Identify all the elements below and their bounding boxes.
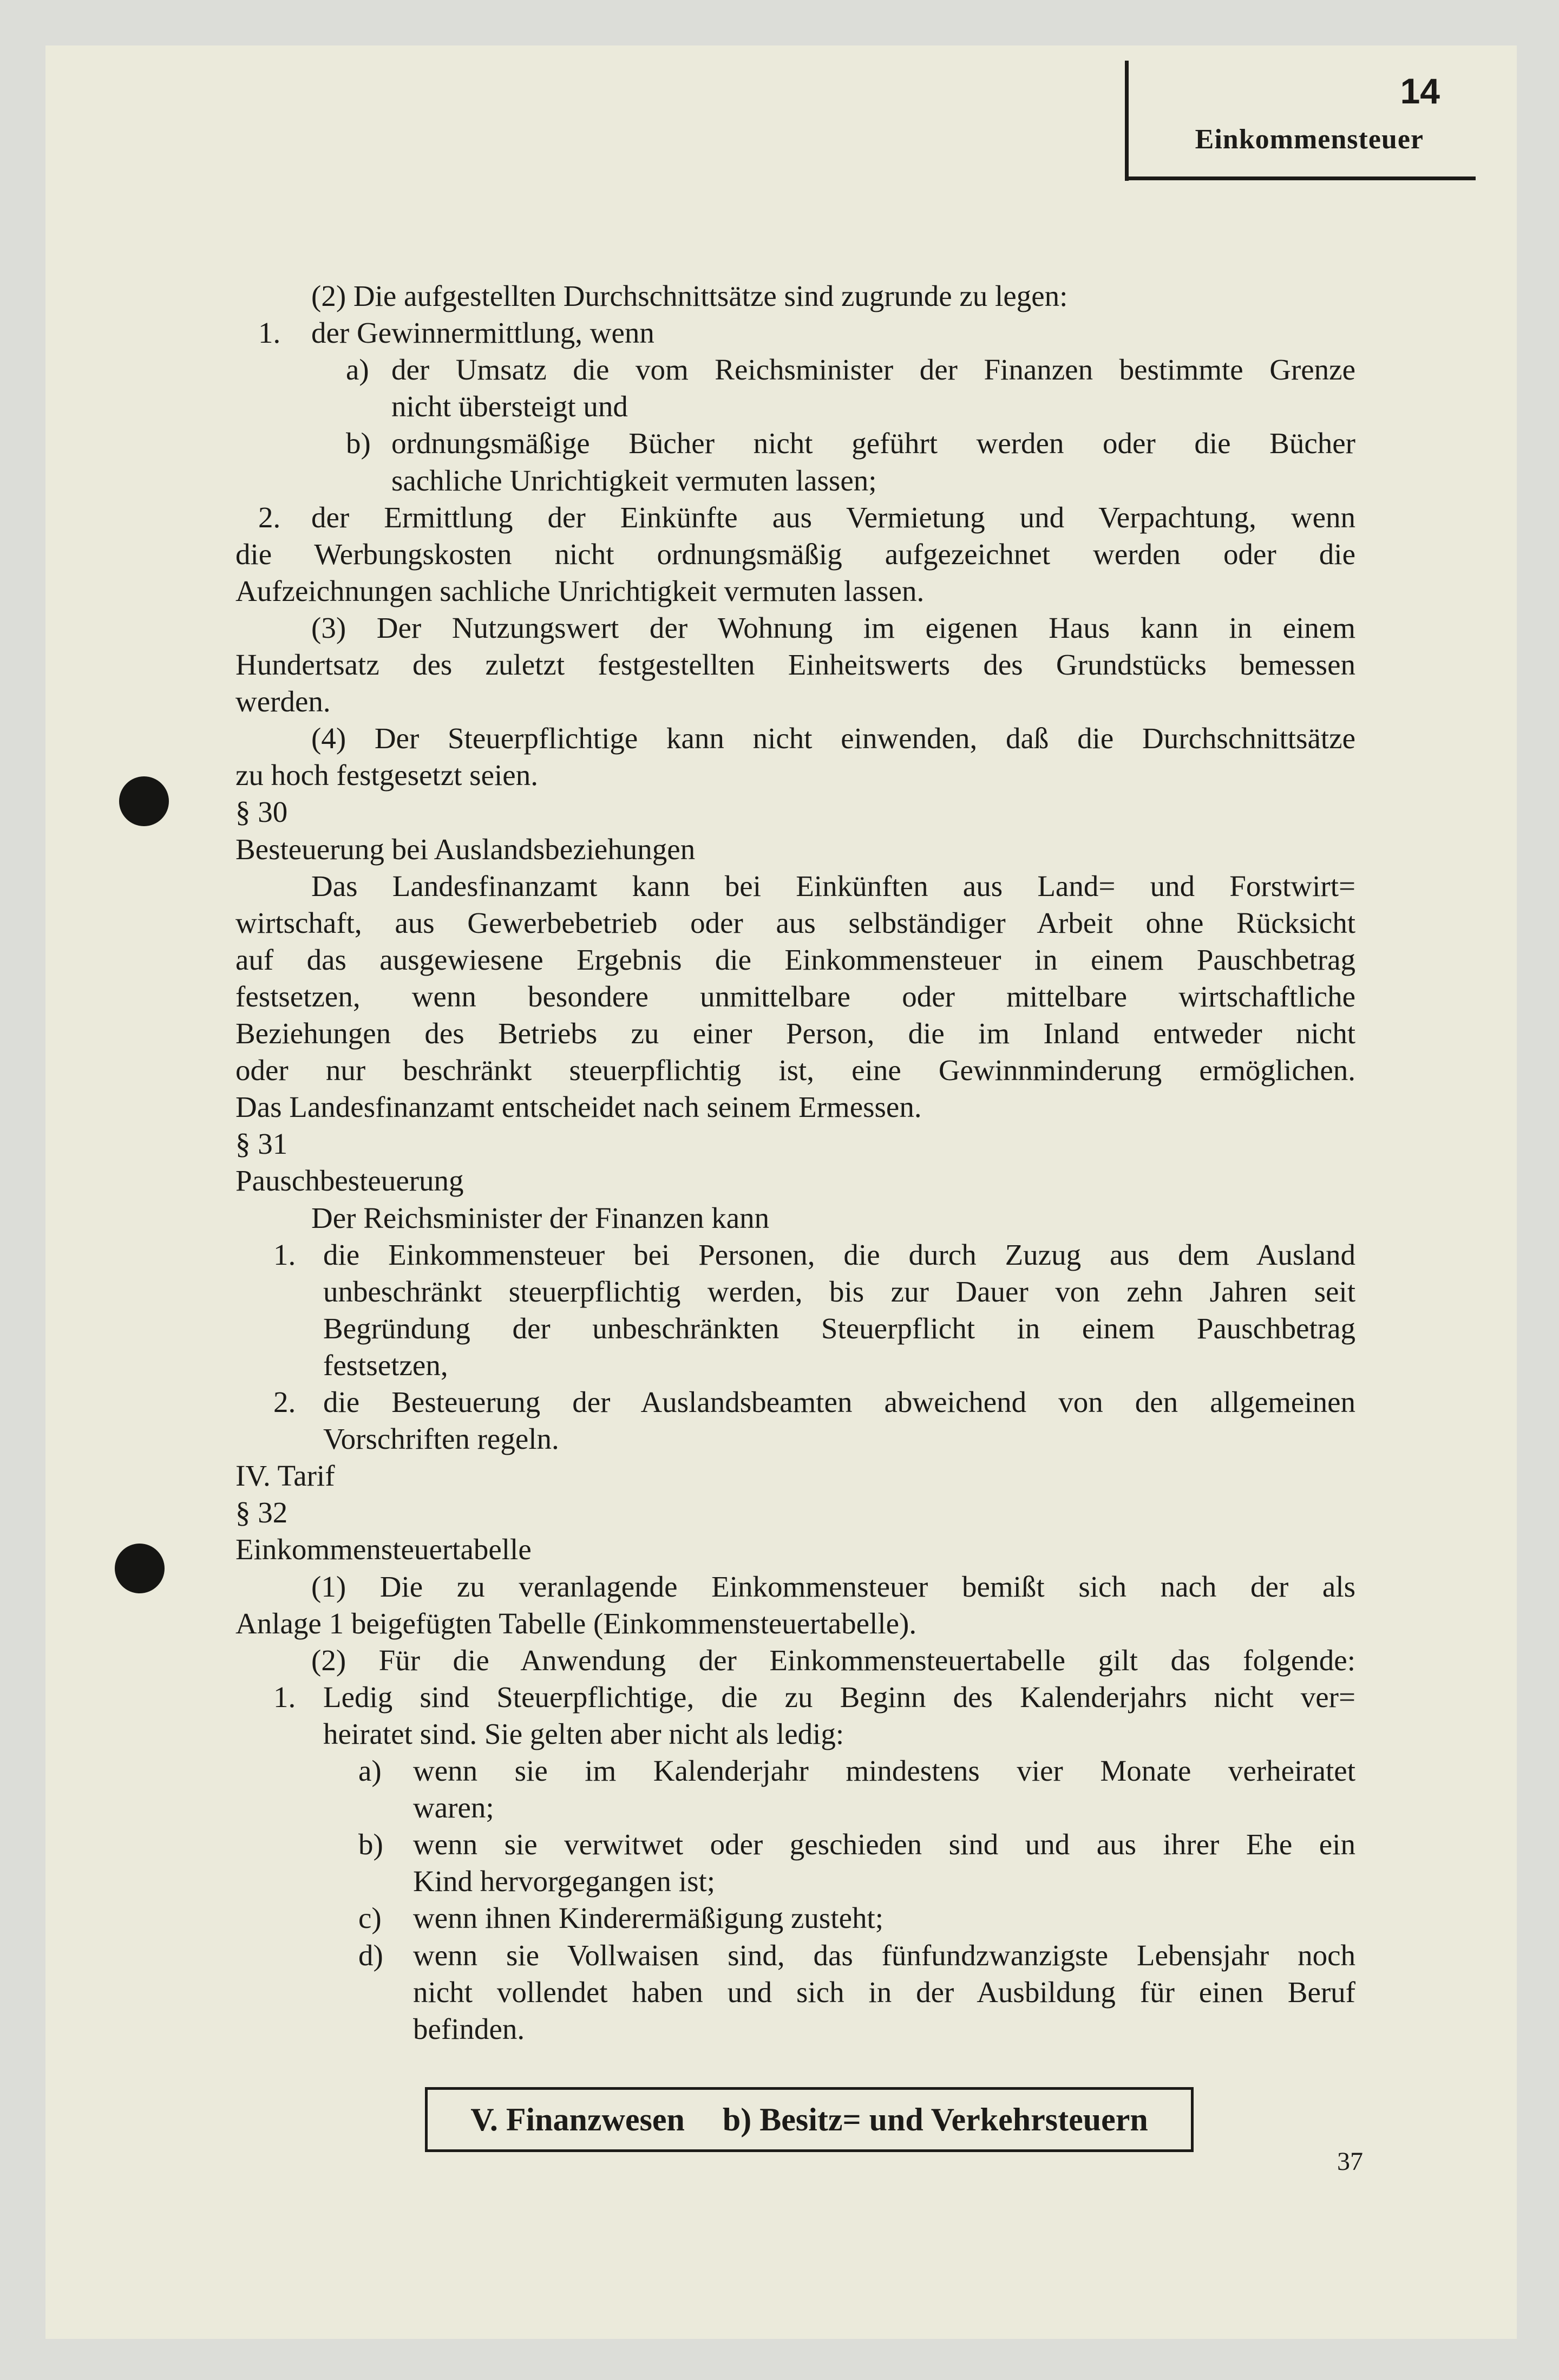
text-line (273, 1679, 1355, 1716)
line-text: (1) Die zu veranlagende Einkommensteuer bemißt sich nach der als (311, 1570, 1355, 1603)
line-text: IV. Tarif (235, 1459, 335, 1493)
line-text: zu hoch festgesetzt seien. (235, 759, 538, 792)
list-marker: d) (358, 1938, 383, 1972)
text-line (358, 1753, 1355, 1789)
line-text: Einkommensteuertabelle (235, 1533, 532, 1566)
line-text: der Gewinnermittlung, wenn (311, 316, 654, 350)
line-text: festsetzen, wenn besondere unmittelbare oder mittelbare wirtschaftliche (235, 979, 1355, 1013)
footer-category: V. Finanzwesen (470, 2101, 685, 2137)
text-line (235, 646, 1355, 683)
text-line (413, 2011, 1355, 2048)
section-title: Einkommensteuer (1195, 124, 1424, 155)
line-text: Beziehungen des Betriebs zu einer Person, die im Inland entweder nicht (235, 1017, 1355, 1050)
text-line (391, 388, 1355, 425)
text-line (358, 1937, 1355, 1974)
line-text: (2) Für die Anwendung der Einkommensteuertabelle gilt das folgende: (311, 1643, 1355, 1677)
text-line (311, 720, 1355, 757)
line-text: Das Landesfinanzamt kann bei Einkünften aus Land= und Forstwirt= (311, 869, 1355, 903)
text-line (235, 978, 1355, 1015)
line-text: die Einkommensteuer bei Personen, die durch Zuzug aus dem Ausland (323, 1238, 1355, 1271)
line-text: Begründung der unbeschränkten Steuerpflicht in einem Pauschbetrag (323, 1311, 1355, 1345)
list-marker: a) (358, 1754, 382, 1787)
line-text: wenn sie im Kalenderjahr mindestens vier Monate verheiratet (413, 1754, 1355, 1787)
line-text: Das Landesfinanzamt entscheidet nach seinem Ermessen. (235, 1090, 922, 1124)
page-number: 37 (1337, 2147, 1363, 2176)
section-number: 14 (1400, 71, 1440, 111)
text-line (235, 905, 1355, 941)
list-marker: 1. (258, 316, 281, 350)
list-marker: b) (346, 427, 371, 460)
header-divider-horizontal (1125, 176, 1476, 180)
line-text: Anlage 1 beigefügten Tabelle (Einkommensteuertabelle). (235, 1606, 917, 1640)
text-line (346, 351, 1355, 388)
line-text: wirtschaft, aus Gewerbebetrieb oder aus selbständiger Arbeit ohne Rücksicht (235, 906, 1355, 939)
text-line (413, 1863, 1355, 1900)
text-line (323, 1421, 1355, 1457)
list-marker: 2. (273, 1385, 296, 1418)
line-text: unbeschränkt steuerpflichtig werden, bis zur Dauer von zehn Jahren seit (323, 1274, 1355, 1308)
line-text: festsetzen, (323, 1348, 448, 1382)
line-text: Vorschriften regeln. (323, 1422, 559, 1456)
text-line (358, 1826, 1355, 1863)
line-text: (2) Die aufgestellten Durchschnittsätze sind zugrunde zu legen: (311, 279, 1068, 312)
footer-subcategory: b) Besitz= und Verkehrsteuern (722, 2101, 1148, 2137)
text-line (311, 610, 1355, 646)
text-line (413, 1974, 1355, 2011)
text-line (391, 462, 1355, 499)
text-line (258, 315, 1355, 351)
list-marker: b) (358, 1828, 383, 1861)
section-heading (235, 794, 1355, 831)
text-line (235, 536, 1355, 573)
line-text: Der Reichsminister der Finanzen kann (311, 1201, 770, 1234)
list-marker: 1. (273, 1680, 296, 1714)
line-text: heiratet sind. Sie gelten aber nicht als ledig: (323, 1717, 844, 1750)
text-line (311, 278, 1355, 315)
section-heading (235, 1126, 1355, 1162)
text-line (323, 1273, 1355, 1310)
text-line (323, 1347, 1355, 1384)
line-text: ordnungsmäßige Bücher nicht geführt werden oder die Bücher (391, 427, 1355, 460)
text-line (323, 1716, 1355, 1753)
text-line (235, 941, 1355, 978)
section-heading (235, 1531, 1355, 1568)
line-text: Hundertsatz des zuletzt festgestellten Einheitswerts des Grundstücks bemessen (235, 648, 1355, 681)
text-line (273, 1384, 1355, 1421)
line-text: die Werbungskosten nicht ordnungsmäßig aufgezeichnet werden oder die (235, 537, 1355, 571)
text-line (235, 1052, 1355, 1089)
text-line (323, 1310, 1355, 1347)
text-line (273, 1237, 1355, 1273)
line-text: (4) Der Steuerpflichtige kann nicht einwenden, daß die Durchschnittsätze (311, 722, 1355, 755)
text-line (311, 868, 1355, 905)
line-text: § 32 (235, 1496, 288, 1529)
header-divider-vertical (1125, 61, 1129, 181)
line-text: nicht vollendet haben und sich in der Ausbildung für einen Beruf (413, 1975, 1355, 2009)
section-heading (235, 1457, 1355, 1494)
line-text: der Ermittlung der Einkünfte aus Vermietung und Verpachtung, wenn (311, 500, 1355, 534)
line-text: sachliche Unrichtigkeit vermuten lassen; (391, 463, 877, 497)
list-marker: a) (346, 353, 369, 387)
line-text: oder nur beschränkt steuerpflichtig ist, eine Gewinnminderung ermöglichen. (235, 1054, 1355, 1087)
section-heading (235, 1494, 1355, 1531)
list-marker: 2. (258, 500, 281, 534)
text-line (258, 499, 1355, 536)
line-text: § 30 (235, 795, 288, 829)
text-line (235, 1015, 1355, 1052)
text-line (413, 1789, 1355, 1826)
text-line (235, 683, 1355, 720)
line-text: wenn sie Vollwaisen sind, das fünfundzwanzigste Lebensjahr noch (413, 1938, 1355, 1972)
line-text: der Umsatz die vom Reichsminister der Finanzen bestimmte Grenze (391, 353, 1355, 387)
line-text: § 31 (235, 1127, 288, 1161)
footer-category-box (425, 2087, 1194, 2152)
punch-hole (119, 776, 169, 826)
section-heading (235, 1162, 1355, 1199)
text-line (311, 1642, 1355, 1679)
text-line (235, 573, 1355, 610)
text-line (311, 1200, 1355, 1237)
line-text: werden. (235, 685, 331, 718)
section-heading (235, 831, 1355, 868)
line-text: Kind hervorgegangen ist; (413, 1865, 716, 1898)
list-marker: 1. (273, 1238, 296, 1271)
text-line (311, 1568, 1355, 1605)
text-line (346, 425, 1355, 462)
line-text: nicht übersteigt und (391, 390, 628, 423)
line-text: auf das ausgewiesene Ergebnis die Einkommensteuer in einem Pauschbetrag (235, 943, 1355, 976)
line-text: wenn sie verwitwet oder geschieden sind und aus ihrer Ehe ein (413, 1828, 1355, 1861)
line-text: (3) Der Nutzungswert der Wohnung im eigenen Haus kann in einem (311, 611, 1355, 644)
line-text: Aufzeichnungen sachliche Unrichtigkeit vermuten lassen. (235, 574, 925, 607)
line-text: die Besteuerung der Auslandsbeamten abweichend von den allgemeinen (323, 1385, 1355, 1418)
line-text: waren; (413, 1791, 494, 1825)
line-text: Ledig sind Steuerpflichtige, die zu Beginn des Kalenderjahrs nicht ver= (323, 1680, 1355, 1714)
list-marker: c) (358, 1901, 382, 1935)
punch-hole (115, 1544, 165, 1593)
text-line (235, 1089, 1355, 1126)
line-text: befinden. (413, 2012, 525, 2045)
text-line (235, 1605, 1355, 1642)
text-line (358, 1900, 1355, 1937)
line-text: Besteuerung bei Auslandsbeziehungen (235, 832, 696, 866)
text-line (235, 757, 1355, 794)
line-text: wenn ihnen Kinderermäßigung zusteht; (413, 1901, 884, 1935)
line-text: Pauschbesteuerung (235, 1164, 464, 1198)
